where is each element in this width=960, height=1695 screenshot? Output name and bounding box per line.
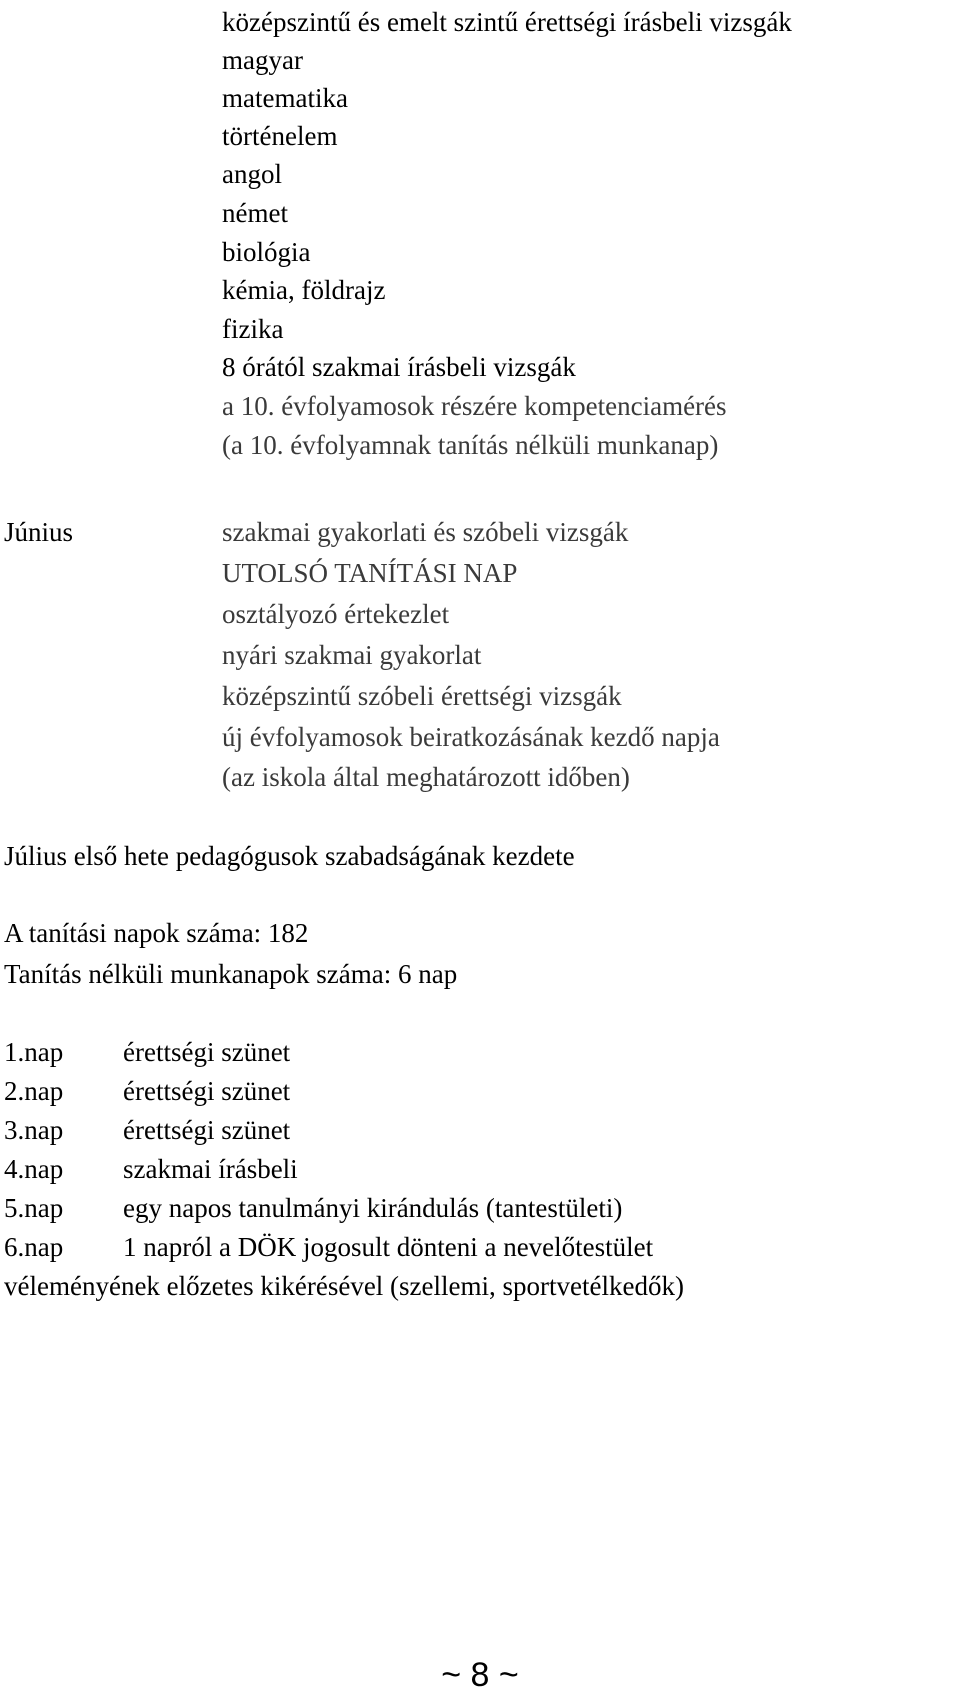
event-text: kémia, földrajz [222, 275, 386, 305]
event-text: német [222, 198, 288, 228]
day-label: 1.nap [4, 1037, 64, 1067]
continuation-text: véleményének előzetes kikérésével (szellemi, sportvetélkedők) [4, 1271, 684, 1301]
event-text: biológia [222, 237, 311, 267]
event-text: UTOLSÓ TANÍTÁSI NAP [222, 558, 518, 588]
event-text: magyar [222, 45, 303, 75]
event-text: a 10. évfolyamosok részére kompetenciamérés [222, 391, 727, 421]
page-number: ~ 8 ~ [441, 1656, 519, 1694]
day-label: 5.nap [4, 1193, 64, 1223]
day-description: egy napos tanulmányi kirándulás (tantestületi) [123, 1193, 623, 1223]
day-label: 2.nap [4, 1076, 64, 1106]
event-text: középszintű és emelt szintű érettségi írásbeli vizsgák [222, 7, 792, 37]
event-text: angol [222, 159, 282, 189]
event-text: középszintű szóbeli érettségi vizsgák [222, 681, 622, 711]
july-text: Július első hete pedagógusok szabadságának kezdete [4, 841, 575, 871]
event-text: nyári szakmai gyakorlat [222, 640, 482, 670]
non-teaching-days-text: Tanítás nélküli munkanapok száma: 6 nap [4, 959, 458, 989]
day-description: érettségi szünet [123, 1076, 291, 1106]
day-description: érettségi szünet [123, 1037, 291, 1067]
day-description: érettségi szünet [123, 1115, 291, 1145]
month-label: Június [4, 517, 74, 547]
event-text: 8 órától szakmai írásbeli vizsgák [222, 352, 576, 382]
day-description: 1 napról a DÖK jogosult dönteni a nevelőtestület [123, 1232, 654, 1262]
event-text: új évfolyamosok beiratkozásának kezdő napja [222, 722, 720, 752]
event-text: (a 10. évfolyamnak tanítás nélküli munkanap) [222, 430, 719, 460]
event-text: történelem [222, 121, 338, 151]
day-label: 4.nap [4, 1154, 64, 1184]
day-label: 3.nap [4, 1115, 64, 1145]
event-text: (az iskola által meghatározott időben) [222, 762, 630, 792]
day-label: 6.nap [4, 1232, 64, 1262]
event-text: fizika [222, 314, 284, 344]
event-text: osztályozó értekezlet [222, 599, 450, 629]
event-text: matematika [222, 83, 348, 113]
event-text: szakmai gyakorlati és szóbeli vizsgák [222, 517, 629, 547]
teaching-days-text: A tanítási napok száma: 182 [4, 918, 309, 948]
day-description: szakmai írásbeli [123, 1154, 298, 1184]
